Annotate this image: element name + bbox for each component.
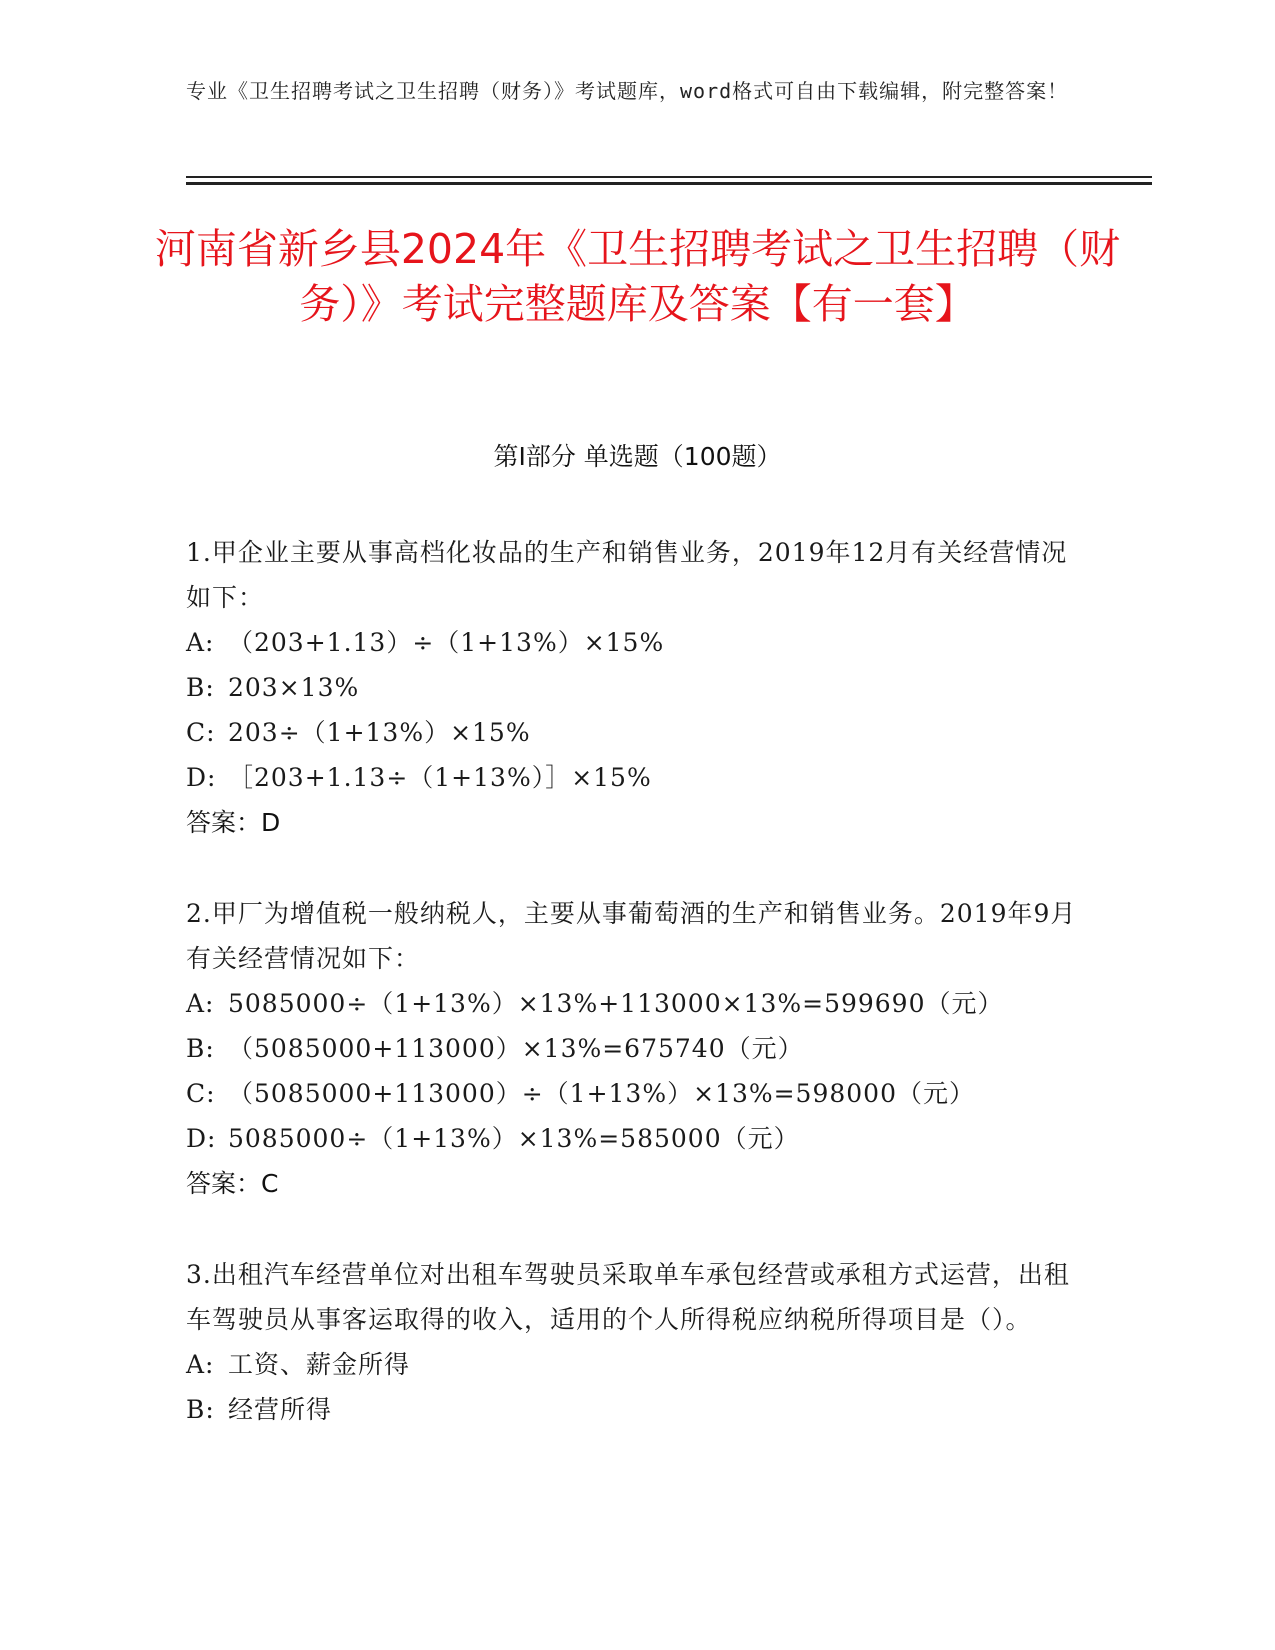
option-key: B: <box>186 1395 215 1424</box>
option-key: D: <box>186 1124 217 1153</box>
option-key: A: <box>186 1350 215 1379</box>
option-b <box>186 665 1086 710</box>
option-text: 5085000÷（1+13%）×13%=585000（元） <box>228 1124 800 1153</box>
option-text: 5085000÷（1+13%）×13%+113000×13%=599690（元） <box>228 989 1004 1018</box>
option-key: C: <box>186 718 216 747</box>
option-c <box>186 1071 1086 1116</box>
option-d <box>186 1116 1086 1161</box>
option-text: ［203+1.13÷（1+13%）］×15% <box>228 763 652 792</box>
question-stem: 2.甲厂为增值税一般纳税人，主要从事葡萄酒的生产和销售业务。2019年9月有关经营情况如下： <box>186 899 1077 973</box>
option-key: C: <box>186 1079 216 1108</box>
option-key: B: <box>186 673 215 702</box>
option-key: A: <box>186 628 215 657</box>
option-d <box>186 755 1086 800</box>
question-2 <box>186 891 1086 1206</box>
option-a <box>186 620 1086 665</box>
question-list <box>186 530 1086 1478</box>
header-divider-thick <box>186 182 1152 185</box>
question-1 <box>186 530 1086 845</box>
option-b <box>186 1387 1086 1432</box>
option-c <box>186 710 1086 755</box>
question-stem: 3.出租汽车经营单位对出租车驾驶员采取单车承包经营或承租方式运营，出租车驾驶员从事客运取得的收入，适用的个人所得税应纳税所得项目是（）。 <box>186 1260 1070 1334</box>
question-stem: 1.甲企业主要从事高档化妆品的生产和销售业务，2019年12月有关经营情况如下： <box>186 538 1068 612</box>
header-note: 专业《卫生招聘考试之卫生招聘（财务）》考试题库，word格式可自由下载编辑，附完整答案！ <box>186 79 1069 103</box>
header-divider-thin <box>186 176 1152 178</box>
option-key: B: <box>186 1034 215 1063</box>
option-b <box>186 1026 1086 1071</box>
option-text: （5085000+113000）÷（1+13%）×13%=598000（元） <box>228 1079 975 1108</box>
option-a <box>186 981 1086 1026</box>
document-title: 河南省新乡县2024年《卫生招聘考试之卫生招聘（财务）》考试完整题库及答案【有一套】 <box>154 225 1121 328</box>
answer-line: 答案：C <box>186 1169 279 1198</box>
option-text: （203+1.13）÷（1+13%）×15% <box>228 628 665 657</box>
answer-line: 答案：D <box>186 808 281 837</box>
option-text: 203×13% <box>228 673 360 702</box>
option-text: 203÷（1+13%）×15% <box>228 718 531 747</box>
section-heading: 第I部分 单选题（100题） <box>493 442 782 471</box>
option-key: D: <box>186 763 217 792</box>
question-3 <box>186 1252 1086 1432</box>
option-text: （5085000+113000）×13%=675740（元） <box>228 1034 804 1063</box>
option-a <box>186 1342 1086 1387</box>
option-key: A: <box>186 989 215 1018</box>
option-text: 经营所得 <box>228 1395 333 1424</box>
option-text: 工资、薪金所得 <box>228 1350 411 1379</box>
